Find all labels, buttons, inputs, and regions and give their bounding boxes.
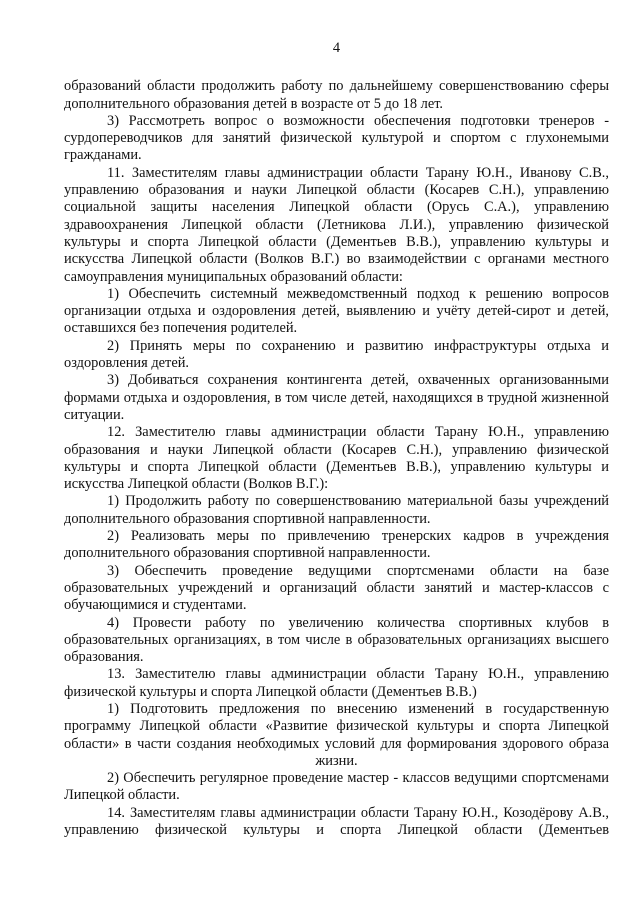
paragraph-section-12: 12. Заместителю главы администрации области Тарану Ю.Н., управлению образования и науки Липецкой области (Косарев С.Н.), управлению физической культуры и спорта Липецкой области (Дементьев В.В.), управлению культуры и искусства Липецкой области (Волков В.Г.): [64, 424, 609, 493]
paragraph-item-3-trainers: 3) Рассмотреть вопрос о возможности обеспечения подготовки тренеров - сурдопереводчиков для занятий физической культурой и спортом с глухонемыми гражданами. [64, 112, 609, 164]
paragraph-section-14: 14. Заместителям главы администрации области Тарану Ю.Н., Козодёрову А.В., управлению физической культуры и спорта Липецкой области (Дементьев [64, 804, 609, 839]
paragraph-section-11-item-1: 1) Обеспечить системный межведомственный подход к решению вопросов организации отдыха и оздоровления детей, выявлению и учёту детей-сирот и детей, оставшихся без попечения родителей. [64, 285, 609, 337]
paragraph-section-11-item-2: 2) Принять меры по сохранению и развитию инфраструктуры отдыха и оздоровления детей. [64, 337, 609, 372]
paragraph-section-12-item-4: 4) Провести работу по увеличению количества спортивных клубов в образовательных организациях, в том числе в образовательных организациях высшего образования. [64, 614, 609, 666]
paragraph-continuation: образований области продолжить работу по дальнейшему совершенствованию сферы дополнительного образования детей в возрасте от 5 до 18 лет. [64, 78, 609, 112]
paragraph-section-11-item-3: 3) Добиваться сохранения контингента детей, охваченных организованными формами отдыха и оздоровления, в том числе детей, находящихся в трудной жизненной ситуации. [64, 372, 609, 423]
paragraph-section-12-item-2: 2) Реализовать меры по привлечению тренерских кадров в учреждения дополнительного образования спортивной направленности. [64, 528, 609, 562]
paragraph-section-12-item-3: 3) Обеспечить проведение ведущими спортсменами области на базе образовательных учреждений и организаций области занятий и мастер-классов с обучающимися и студентами. [64, 562, 609, 614]
paragraph-section-13-item-2: 2) Обеспечить регулярное проведение мастер - классов ведущими спортсменами Липецкой области. [64, 770, 609, 804]
paragraph-section-11: 11. Заместителям главы администрации области Тарану Ю.Н., Иванову С.В., управлению образования и науки Липецкой области (Косарев С.Н.), управлению социальной защиты населения Липецкой области (Орусь С.А.), управлению здравоохранения Липецкой области (Летникова Л.И.), управлению физической культуры и спорта Липецкой области (Дементьев В.В.), управлению культуры и искусства Липецкой области (Волков В.Г.) во взаимодействии с органами местного самоуправления муниципальных образований области: [64, 164, 609, 285]
paragraph-section-12-item-1: 1) Продолжить работу по совершенствованию материальной базы учреждений дополнительного образования спортивной направленности. [64, 493, 609, 527]
paragraph-section-13: 13. Заместителю главы администрации области Тарану Ю.Н., управлению физической культуры и спорта Липецкой области (Дементьев В.В.) [64, 666, 609, 700]
paragraph-section-13-item-1: 1) Подготовить предложения по внесению изменений в государственную программу Липецкой области «Развитие физической культуры и спорта Липецкой области» в части создания необходимых условий для формирования здорового образа жизни. [64, 700, 609, 769]
document-body [64, 78, 609, 839]
document-page [64, 0, 609, 905]
page-number: 4 [332, 40, 341, 56]
